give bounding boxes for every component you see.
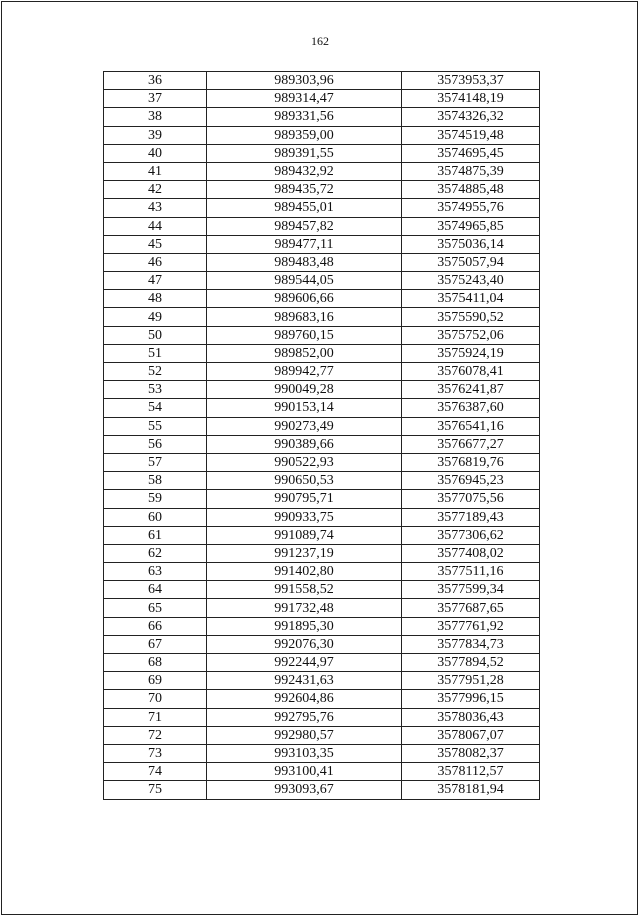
x-coordinate-cell: 989359,00	[207, 126, 402, 144]
point-number-cell: 46	[104, 253, 207, 271]
y-coordinate-cell: 3578112,57	[402, 763, 540, 781]
x-coordinate-cell: 989606,66	[207, 290, 402, 308]
coordinates-table	[103, 71, 540, 800]
x-coordinate-cell: 989483,48	[207, 253, 402, 271]
x-coordinate-cell: 992431,63	[207, 672, 402, 690]
x-coordinate-cell: 989314,47	[207, 90, 402, 108]
x-coordinate-cell: 991237,19	[207, 544, 402, 562]
point-number-cell: 69	[104, 672, 207, 690]
y-coordinate-cell: 3577996,15	[402, 690, 540, 708]
table-row	[104, 235, 540, 253]
point-number-cell: 39	[104, 126, 207, 144]
table-row	[104, 417, 540, 435]
x-coordinate-cell: 989544,05	[207, 272, 402, 290]
y-coordinate-cell: 3574885,48	[402, 181, 540, 199]
y-coordinate-cell: 3574519,48	[402, 126, 540, 144]
x-coordinate-cell: 989683,16	[207, 308, 402, 326]
x-coordinate-cell: 992795,76	[207, 708, 402, 726]
point-number-cell: 45	[104, 235, 207, 253]
x-coordinate-cell: 989331,56	[207, 108, 402, 126]
y-coordinate-cell: 3578036,43	[402, 708, 540, 726]
x-coordinate-cell: 991402,80	[207, 563, 402, 581]
table-row	[104, 726, 540, 744]
x-coordinate-cell: 991089,74	[207, 526, 402, 544]
table-row	[104, 363, 540, 381]
point-number-cell: 54	[104, 399, 207, 417]
x-coordinate-cell: 989435,72	[207, 181, 402, 199]
x-coordinate-cell: 991732,48	[207, 599, 402, 617]
point-number-cell: 60	[104, 508, 207, 526]
y-coordinate-cell: 3577687,65	[402, 599, 540, 617]
x-coordinate-cell: 992076,30	[207, 635, 402, 653]
y-coordinate-cell: 3575411,04	[402, 290, 540, 308]
y-coordinate-cell: 3575924,19	[402, 344, 540, 362]
point-number-cell: 70	[104, 690, 207, 708]
point-number-cell: 66	[104, 617, 207, 635]
table-row	[104, 563, 540, 581]
point-number-cell: 52	[104, 363, 207, 381]
table-row	[104, 690, 540, 708]
point-number-cell: 73	[104, 744, 207, 762]
y-coordinate-cell: 3577599,34	[402, 581, 540, 599]
table-row	[104, 108, 540, 126]
x-coordinate-cell: 992980,57	[207, 726, 402, 744]
x-coordinate-cell: 989942,77	[207, 363, 402, 381]
table-row	[104, 453, 540, 471]
point-number-cell: 48	[104, 290, 207, 308]
point-number-cell: 44	[104, 217, 207, 235]
y-coordinate-cell: 3574695,45	[402, 144, 540, 162]
point-number-cell: 65	[104, 599, 207, 617]
table-row	[104, 472, 540, 490]
table-row	[104, 381, 540, 399]
y-coordinate-cell: 3578181,94	[402, 781, 540, 799]
point-number-cell: 58	[104, 472, 207, 490]
point-number-cell: 56	[104, 435, 207, 453]
y-coordinate-cell: 3577189,43	[402, 508, 540, 526]
y-coordinate-cell: 3576677,27	[402, 435, 540, 453]
table-row	[104, 599, 540, 617]
y-coordinate-cell: 3577834,73	[402, 635, 540, 653]
table-row	[104, 326, 540, 344]
table-row	[104, 635, 540, 653]
page-number: 162	[311, 34, 329, 48]
x-coordinate-cell: 990153,14	[207, 399, 402, 417]
y-coordinate-cell: 3578082,37	[402, 744, 540, 762]
point-number-cell: 49	[104, 308, 207, 326]
point-number-cell: 37	[104, 90, 207, 108]
table-row	[104, 344, 540, 362]
table-row	[104, 162, 540, 180]
x-coordinate-cell: 990273,49	[207, 417, 402, 435]
point-number-cell: 57	[104, 453, 207, 471]
point-number-cell: 40	[104, 144, 207, 162]
y-coordinate-cell: 3574955,76	[402, 199, 540, 217]
table-row	[104, 708, 540, 726]
table-row	[104, 253, 540, 271]
table-row	[104, 126, 540, 144]
table-row	[104, 526, 540, 544]
table-row	[104, 654, 540, 672]
x-coordinate-cell: 993103,35	[207, 744, 402, 762]
y-coordinate-cell: 3575243,40	[402, 272, 540, 290]
point-number-cell: 41	[104, 162, 207, 180]
table-row	[104, 544, 540, 562]
point-number-cell: 36	[104, 72, 207, 90]
table-row	[104, 290, 540, 308]
y-coordinate-cell: 3576945,23	[402, 472, 540, 490]
point-number-cell: 64	[104, 581, 207, 599]
point-number-cell: 38	[104, 108, 207, 126]
x-coordinate-cell: 992604,86	[207, 690, 402, 708]
x-coordinate-cell: 990650,53	[207, 472, 402, 490]
table-row	[104, 90, 540, 108]
point-number-cell: 74	[104, 763, 207, 781]
y-coordinate-cell: 3577951,28	[402, 672, 540, 690]
point-number-cell: 72	[104, 726, 207, 744]
x-coordinate-cell: 989391,55	[207, 144, 402, 162]
y-coordinate-cell: 3577761,92	[402, 617, 540, 635]
point-number-cell: 55	[104, 417, 207, 435]
y-coordinate-cell: 3576078,41	[402, 363, 540, 381]
point-number-cell: 47	[104, 272, 207, 290]
y-coordinate-cell: 3575752,06	[402, 326, 540, 344]
point-number-cell: 68	[104, 654, 207, 672]
table-row	[104, 581, 540, 599]
table-row	[104, 435, 540, 453]
x-coordinate-cell: 990389,66	[207, 435, 402, 453]
table-row	[104, 490, 540, 508]
y-coordinate-cell: 3573953,37	[402, 72, 540, 90]
point-number-cell: 43	[104, 199, 207, 217]
table-row	[104, 744, 540, 762]
point-number-cell: 62	[104, 544, 207, 562]
x-coordinate-cell: 992244,97	[207, 654, 402, 672]
point-number-cell: 53	[104, 381, 207, 399]
y-coordinate-cell: 3575057,94	[402, 253, 540, 271]
y-coordinate-cell: 3576241,87	[402, 381, 540, 399]
point-number-cell: 59	[104, 490, 207, 508]
x-coordinate-cell: 989303,96	[207, 72, 402, 90]
x-coordinate-cell: 989760,15	[207, 326, 402, 344]
y-coordinate-cell: 3575036,14	[402, 235, 540, 253]
y-coordinate-cell: 3577075,56	[402, 490, 540, 508]
table-row	[104, 181, 540, 199]
table-row	[104, 72, 540, 90]
table-row	[104, 781, 540, 799]
y-coordinate-cell: 3576387,60	[402, 399, 540, 417]
y-coordinate-cell: 3578067,07	[402, 726, 540, 744]
table-row	[104, 399, 540, 417]
x-coordinate-cell: 990933,75	[207, 508, 402, 526]
x-coordinate-cell: 990049,28	[207, 381, 402, 399]
x-coordinate-cell: 990795,71	[207, 490, 402, 508]
x-coordinate-cell: 989457,82	[207, 217, 402, 235]
y-coordinate-cell: 3577306,62	[402, 526, 540, 544]
x-coordinate-cell: 991558,52	[207, 581, 402, 599]
point-number-cell: 67	[104, 635, 207, 653]
table-row	[104, 272, 540, 290]
table-row	[104, 508, 540, 526]
table-row	[104, 144, 540, 162]
x-coordinate-cell: 993100,41	[207, 763, 402, 781]
point-number-cell: 42	[104, 181, 207, 199]
table-row	[104, 199, 540, 217]
point-number-cell: 50	[104, 326, 207, 344]
y-coordinate-cell: 3577511,16	[402, 563, 540, 581]
y-coordinate-cell: 3574326,32	[402, 108, 540, 126]
x-coordinate-cell: 989432,92	[207, 162, 402, 180]
coordinates-table-body	[104, 72, 540, 800]
point-number-cell: 75	[104, 781, 207, 799]
x-coordinate-cell: 993093,67	[207, 781, 402, 799]
y-coordinate-cell: 3577408,02	[402, 544, 540, 562]
table-row	[104, 672, 540, 690]
y-coordinate-cell: 3575590,52	[402, 308, 540, 326]
point-number-cell: 61	[104, 526, 207, 544]
x-coordinate-cell: 989455,01	[207, 199, 402, 217]
y-coordinate-cell: 3574875,39	[402, 162, 540, 180]
table-row	[104, 217, 540, 235]
y-coordinate-cell: 3577894,52	[402, 654, 540, 672]
table-row	[104, 763, 540, 781]
y-coordinate-cell: 3576819,76	[402, 453, 540, 471]
point-number-cell: 63	[104, 563, 207, 581]
x-coordinate-cell: 989852,00	[207, 344, 402, 362]
table-row	[104, 617, 540, 635]
x-coordinate-cell: 991895,30	[207, 617, 402, 635]
y-coordinate-cell: 3576541,16	[402, 417, 540, 435]
table-row	[104, 308, 540, 326]
y-coordinate-cell: 3574148,19	[402, 90, 540, 108]
y-coordinate-cell: 3574965,85	[402, 217, 540, 235]
point-number-cell: 51	[104, 344, 207, 362]
point-number-cell: 71	[104, 708, 207, 726]
x-coordinate-cell: 990522,93	[207, 453, 402, 471]
x-coordinate-cell: 989477,11	[207, 235, 402, 253]
